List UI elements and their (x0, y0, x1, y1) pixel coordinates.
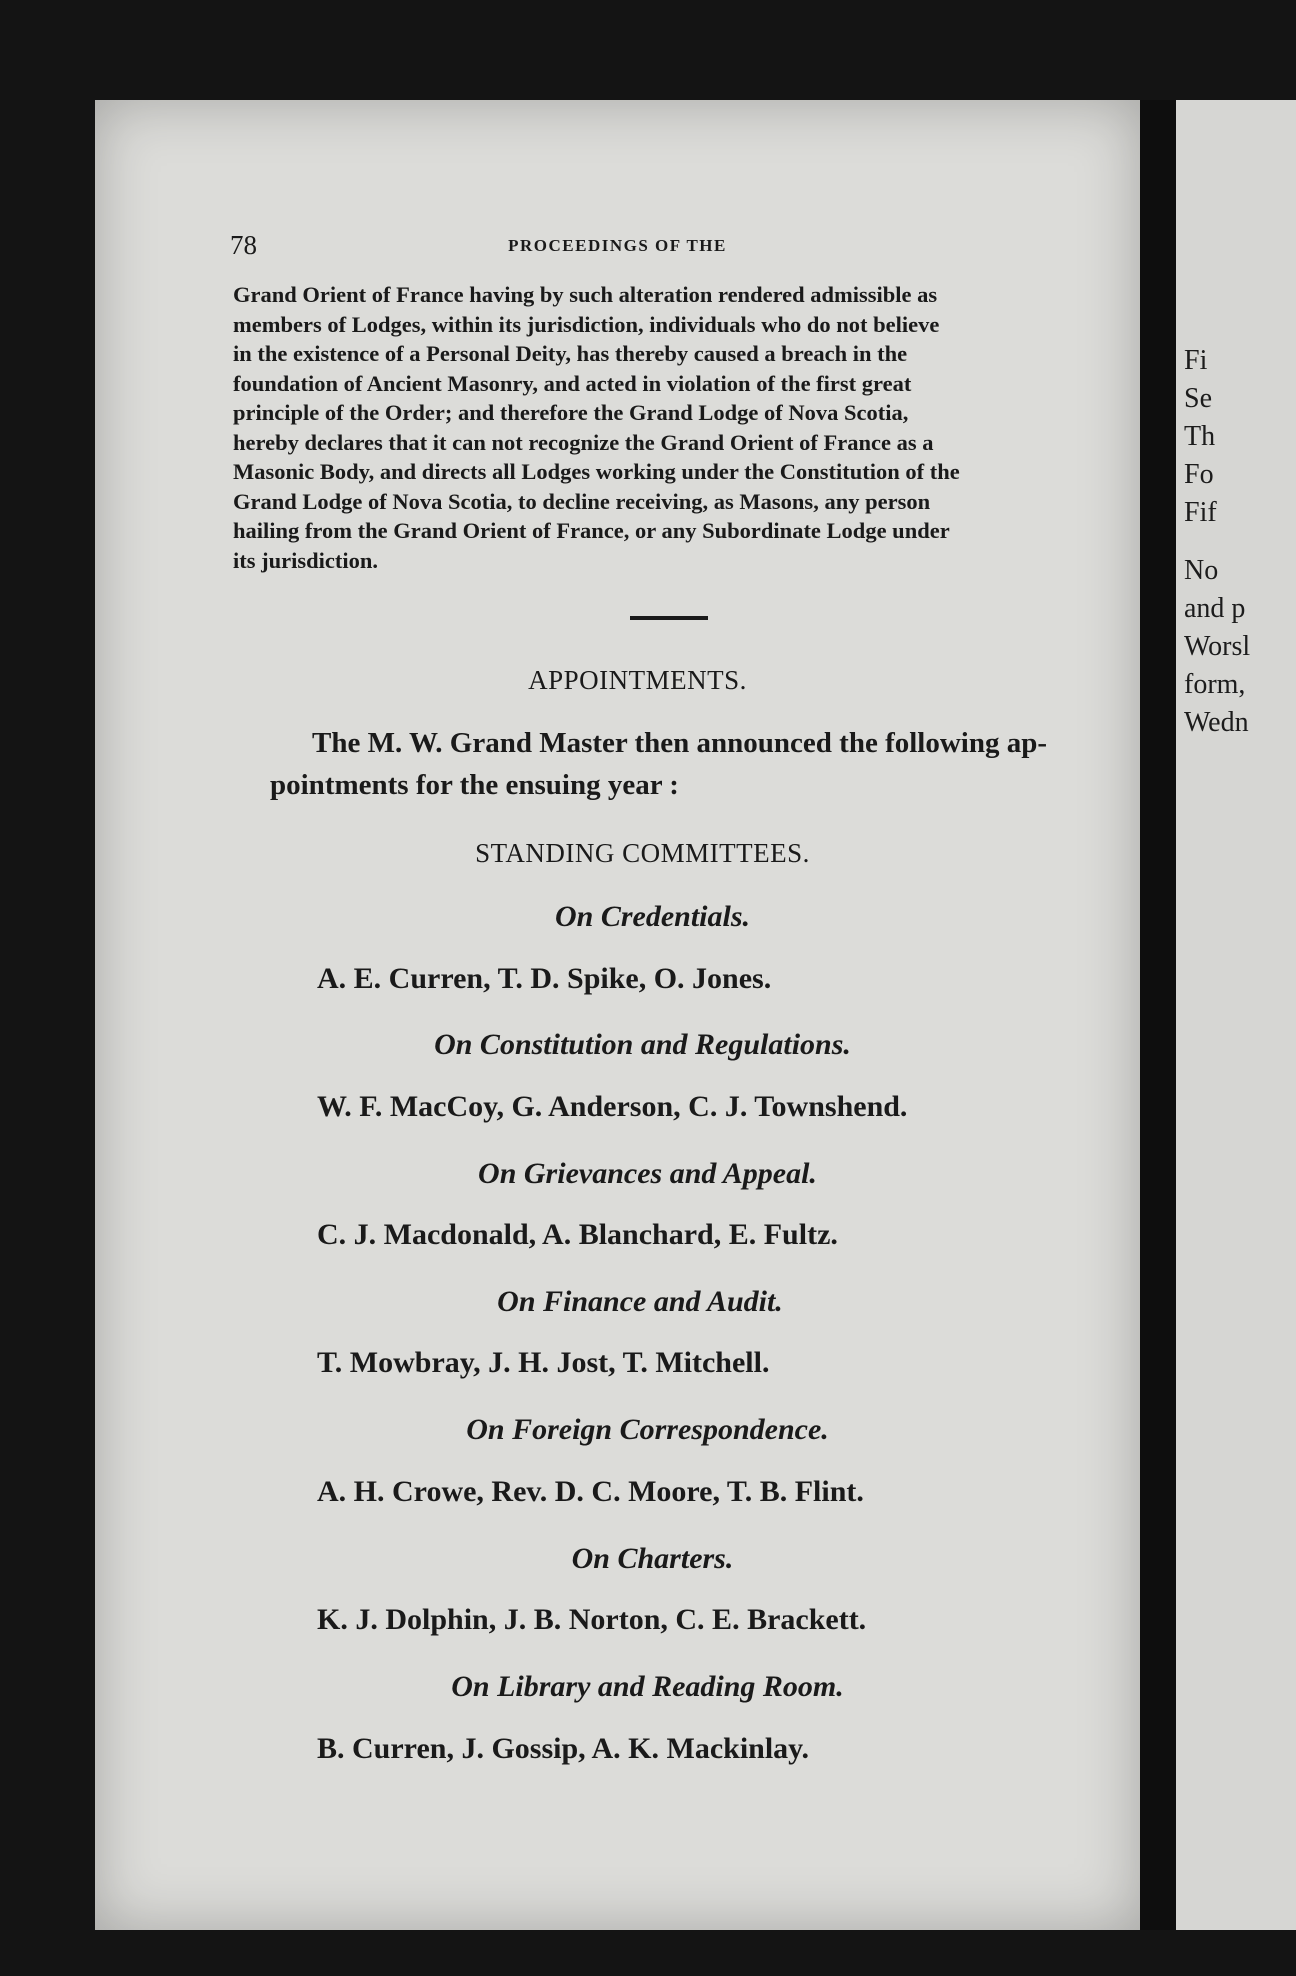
committee-members: C. J. Macdonald, A. Blanchard, E. Fultz. (317, 1218, 838, 1251)
committee-heading: On Finance and Audit. (497, 1285, 783, 1318)
committee-members: A. H. Crowe, Rev. D. C. Moore, T. B. Flint. (317, 1475, 864, 1508)
committee-heading: On Charters. (571, 1542, 734, 1575)
resolution-line: hereby declares that it can not recognize the Grand Orient of France as a (233, 429, 934, 455)
facing-page-fragment: Se (1184, 383, 1212, 414)
facing-page-fragment: and p (1184, 593, 1246, 624)
appointments-title: APPOINTMENTS. (528, 665, 747, 695)
committee-heading: On Library and Reading Room. (451, 1670, 844, 1703)
facing-page-fragment: No (1184, 555, 1219, 586)
resolution-line: Grand Lodge of Nova Scotia, to decline receiving, as Masons, any person (233, 488, 931, 514)
committee-members: T. Mowbray, J. H. Jost, T. Mitchell. (317, 1346, 770, 1379)
book-page (95, 100, 1140, 1930)
committee-members: K. J. Dolphin, J. B. Norton, C. E. Brackett. (317, 1603, 867, 1636)
resolution-line: principle of the Order; and therefore the Grand Lodge of Nova Scotia, (233, 400, 909, 425)
committee-members: B. Curren, J. Gossip, A. K. Mackinlay. (317, 1732, 810, 1765)
facing-page-fragment: Fi (1184, 345, 1208, 376)
facing-page-fragment: Worsl (1184, 631, 1251, 662)
resolution-line: Masonic Body, and directs all Lodges working under the Constitution of the (233, 459, 960, 484)
committee-members: W. F. MacCoy, G. Anderson, C. J. Townshend. (317, 1090, 908, 1123)
section-divider (630, 616, 708, 620)
facing-page-fragment: Th (1184, 421, 1216, 452)
resolution-line: hailing from the Grand Orient of France, or any Subordinate Lodge under (233, 518, 950, 543)
facing-page (1176, 100, 1296, 1930)
resolution-line: its jurisdiction. (233, 547, 379, 573)
facing-page-fragment: form, (1184, 669, 1246, 700)
resolution-line: Grand Orient of France having by such alteration rendered admissible as (233, 282, 938, 307)
facing-page-fragment: Fif (1184, 497, 1217, 528)
running-head: PROCEEDINGS OF THE (508, 236, 727, 255)
resolution-paragraph (233, 280, 1088, 575)
intro-line: The M. W. Grand Master then announced the following ap- (312, 727, 1048, 759)
committee-members: A. E. Curren, T. D. Spike, O. Jones. (317, 962, 772, 995)
facing-page-fragment: Fo (1184, 459, 1214, 490)
committee-heading: On Constitution and Regulations. (434, 1028, 851, 1061)
committee-heading: On Foreign Correspondence. (466, 1413, 829, 1446)
facing-page-fragment: Wedn (1184, 707, 1249, 738)
page-header (95, 230, 1140, 260)
resolution-line: members of Lodges, within its jurisdiction, individuals who do not believe (233, 311, 940, 337)
page-number: 78 (230, 230, 257, 260)
committee-heading: On Grievances and Appeal. (478, 1157, 817, 1190)
resolution-line: in the existence of a Personal Deity, has thereby caused a breach in the (233, 341, 908, 366)
appointments-intro (270, 722, 1092, 806)
standing-committees-title: STANDING COMMITTEES. (475, 838, 810, 868)
book-gutter (1140, 100, 1176, 1930)
committee-heading: On Credentials. (554, 900, 751, 933)
intro-line: pointments for the ensuing year : (270, 769, 679, 801)
resolution-line: foundation of Ancient Masonry, and acted in violation of the first great (233, 370, 912, 396)
